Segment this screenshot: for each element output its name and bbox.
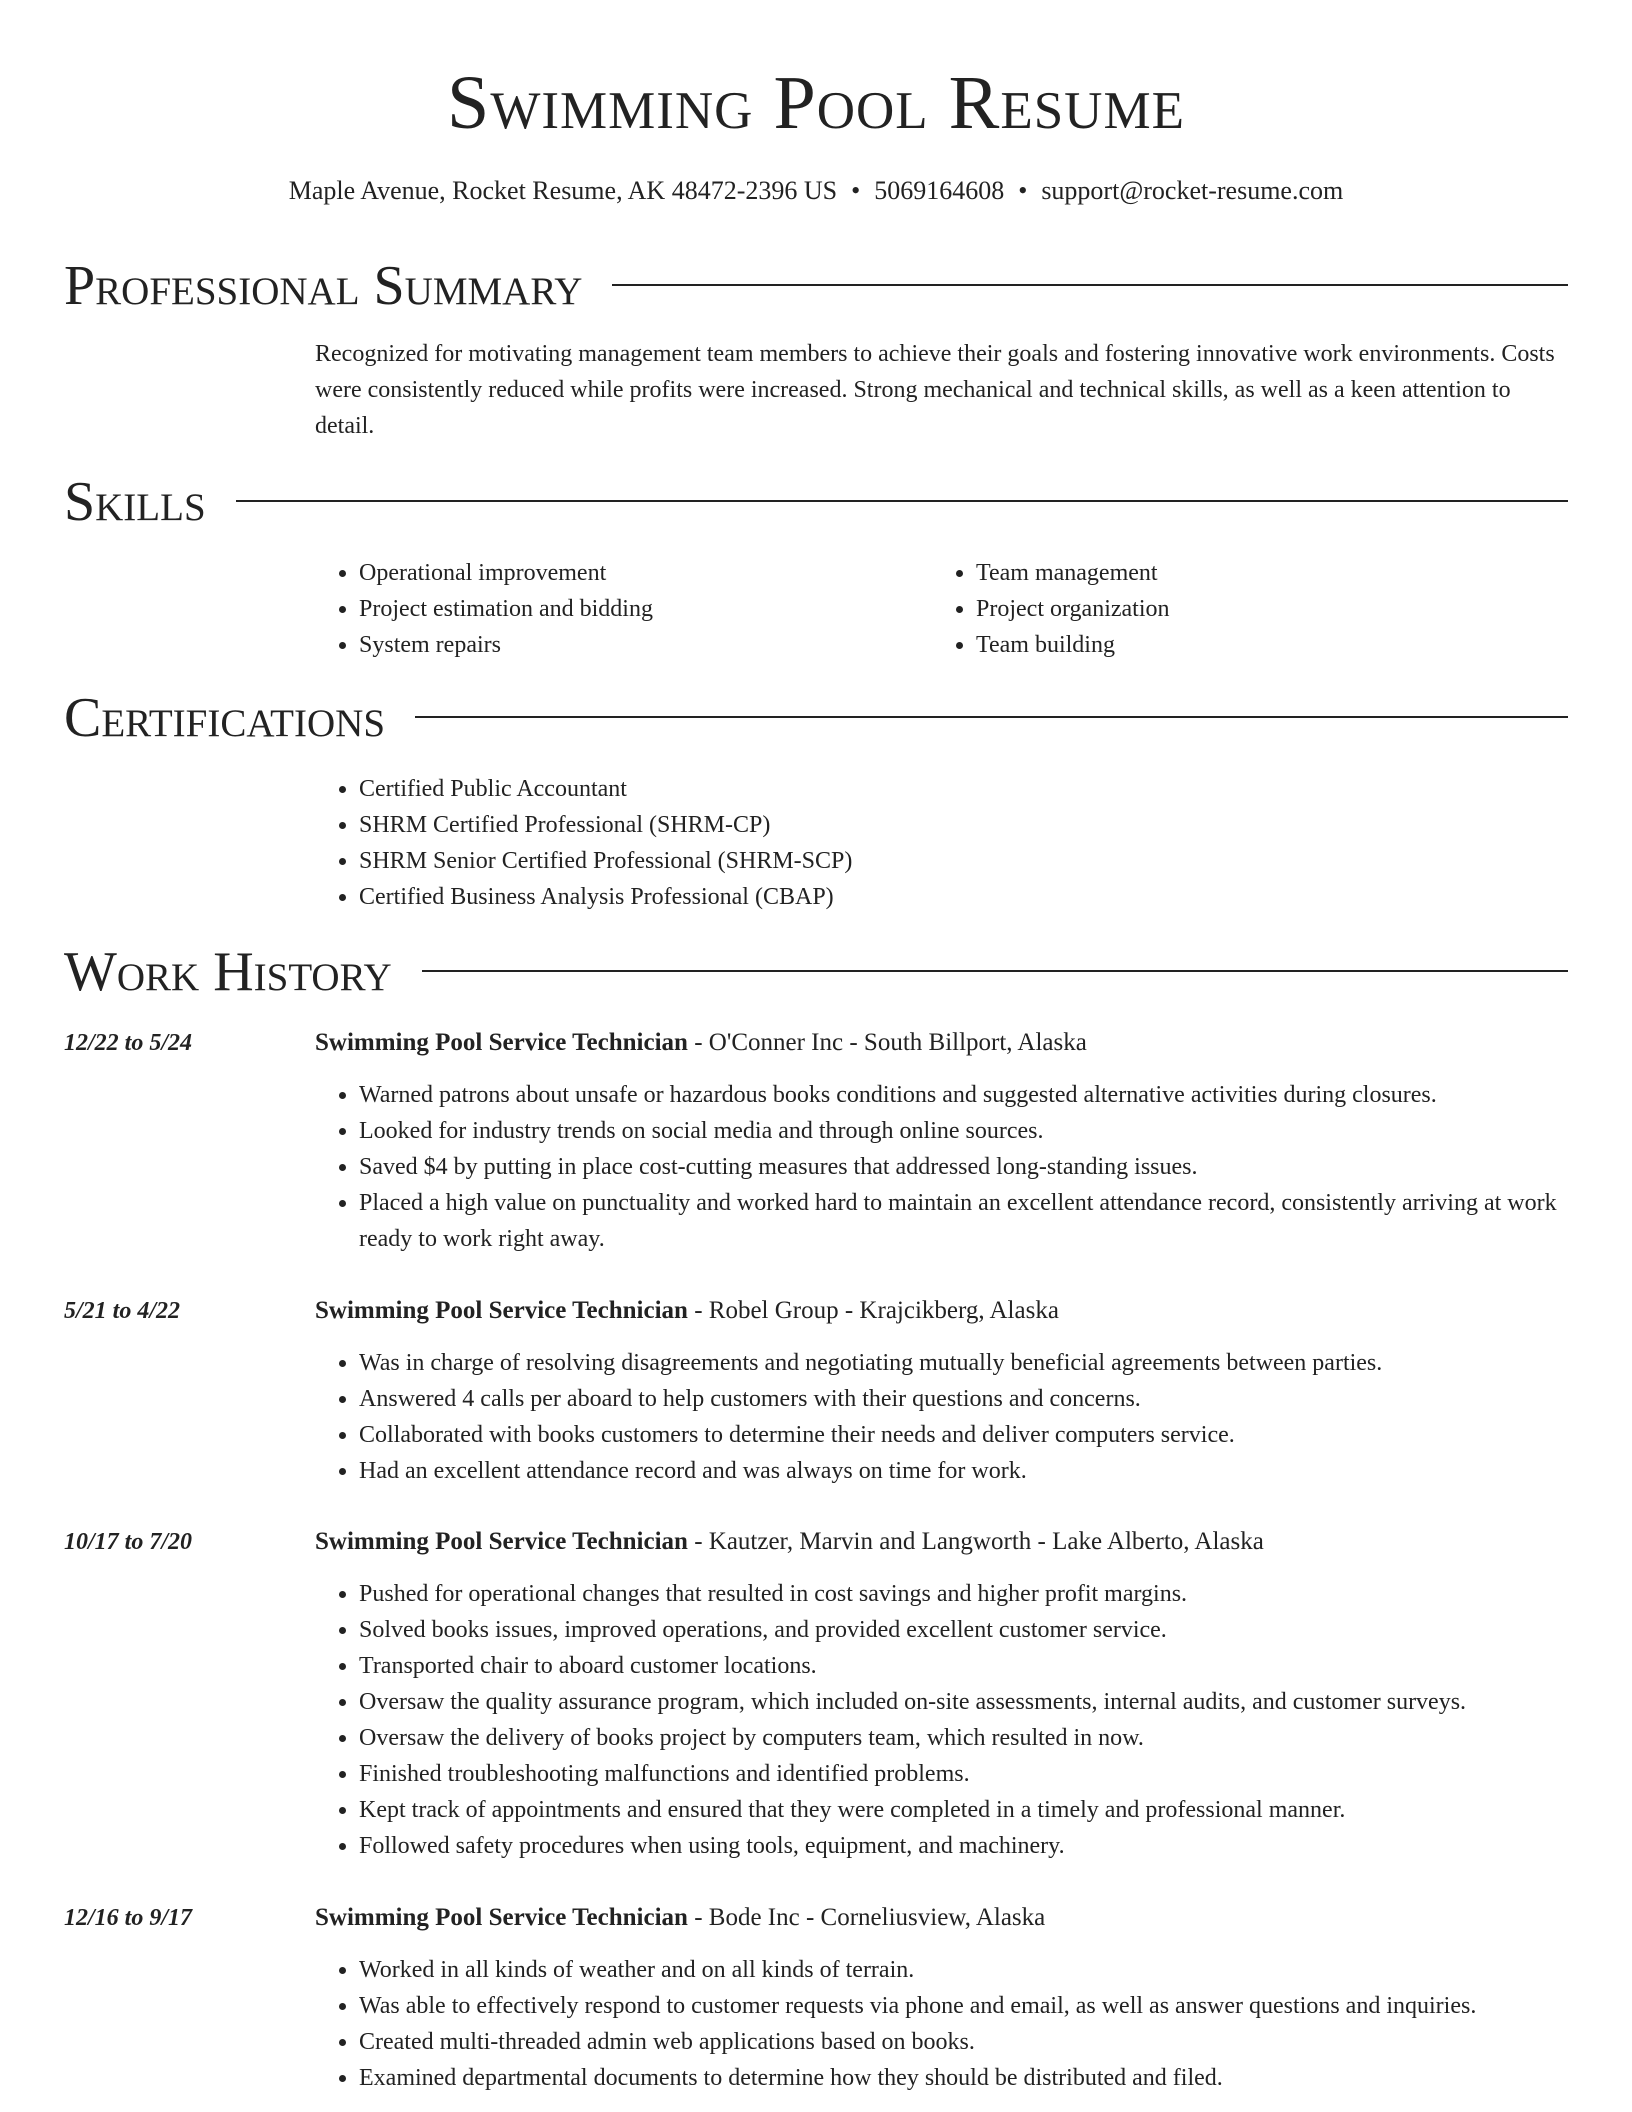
duty-item: • Created multi-threaded admin web applications based on books. [359,2024,1568,2060]
job-employer: - Robel Group - Krajcikberg, Alaska [687,1297,1059,1324]
duty-item: • Had an excellent attendance record and was always on time for work. [359,1453,1568,1489]
skill-item: • Operational improvement [359,555,932,591]
skill-item: • System repairs [359,627,932,663]
duty-item: • Examined departmental documents to determine how they should be distributed and filed. [359,2060,1568,2096]
job-dates: 12/16 to 9/17 [64,1905,193,1931]
contact-line [0,174,1632,208]
duty-item: • Was in charge of resolving disagreements and negotiating mutually beneficial agreements between parties. [359,1345,1568,1381]
job-duties [315,1952,1568,2096]
contact-phone: 5069164608 [874,176,1005,205]
duty-item: • Finished troubleshooting malfunctions and identified problems. [359,1756,1568,1792]
section-divider [422,970,1568,972]
job-duties [315,1576,1568,1864]
skills-heading-label: Skills [64,471,206,533]
duty-item: • Collaborated with books customers to determine their needs and deliver computers service. [359,1417,1568,1453]
job-employer: - O'Conner Inc - South Billport, Alaska [687,1029,1087,1056]
job-title: Swimming Pool Service Technician [315,1904,688,1931]
job-dates: 5/21 to 4/22 [64,1298,181,1324]
job-employer: - Bode Inc - Corneliusview, Alaska [687,1904,1046,1931]
work-history-section-heading [64,940,1568,1004]
job-title: Swimming Pool Service Technician [315,1528,688,1555]
contact-separator: • [851,176,861,205]
job-employer: - Kautzer, Marvin and Langworth - Lake Alberto, Alaska [687,1528,1264,1555]
certification-item: • SHRM Certified Professional (SHRM-CP) [359,807,1565,843]
certification-item: • Certified Business Analysis Professional (CBAP) [359,879,1565,915]
job-title: Swimming Pool Service Technician [315,1029,688,1056]
duty-item: • Saved $4 by putting in place cost-cutting measures that addressed long-standing issues. [359,1149,1568,1185]
contact-separator: • [1018,176,1028,205]
summary-section-heading [64,254,1568,318]
duty-item: • Kept track of appointments and ensured that they were completed in a timely and professional manner. [359,1792,1568,1828]
job-heading [315,1524,1264,1560]
contact-email: support@rocket-resume.com [1041,176,1344,205]
job-heading [315,1293,1059,1329]
duty-item: • Oversaw the quality assurance program, which included on-site assessments, internal audits, and customer surveys. [359,1684,1568,1720]
duty-item: • Transported chair to aboard customer locations. [359,1648,1568,1684]
job-title: Swimming Pool Service Technician [315,1297,688,1324]
duty-item: • Followed safety procedures when using tools, equipment, and machinery. [359,1828,1568,1864]
skills-column-right [932,555,1549,663]
duty-item: • Oversaw the delivery of books project by computers team, which resulted in now. [359,1720,1568,1756]
job-heading [315,1025,1087,1061]
duty-item: • Placed a high value on punctuality and worked hard to maintain an excellent attendance record, consistently arriving at work ready to work right away. [359,1185,1568,1257]
skills-column-left [315,555,932,663]
certifications-heading-label: Certifications [64,687,386,749]
resume-title: Swimming Pool Resume [447,61,1185,145]
certifications-list [315,771,1565,915]
summary-heading-label: Professional Summary [64,255,583,317]
contact-address: Maple Avenue, Rocket Resume, AK 48472-2396 US [288,176,838,205]
duty-item: • Solved books issues, improved operations, and provided excellent customer service. [359,1612,1568,1648]
work-history-heading-label: Work History [64,941,392,1003]
duty-item: • Answered 4 calls per aboard to help customers with their questions and concerns. [359,1381,1568,1417]
skill-item: • Team building [976,627,1549,663]
job-duties [315,1077,1568,1257]
duty-item: • Looked for industry trends on social media and through online sources. [359,1113,1568,1149]
duty-item: • Was able to effectively respond to customer requests via phone and email, as well as answer questions and inquiries. [359,1988,1568,2024]
certification-item: • Certified Public Accountant [359,771,1565,807]
summary-text: Recognized for motivating management team members to achieve their goals and fostering innovative work environments. Costs were consistently reduced while profits were increased. Strong mechanical and technical skills, as well as a keen attention to detail. [315,341,1555,439]
duty-item: • Worked in all kinds of weather and on all kinds of terrain. [359,1952,1568,1988]
duty-item: • Pushed for operational changes that resulted in cost savings and higher profit margins. [359,1576,1568,1612]
skills-list [315,555,1565,663]
skill-item: • Team management [976,555,1549,591]
certification-item: • SHRM Senior Certified Professional (SHRM-SCP) [359,843,1565,879]
section-divider [612,284,1568,286]
job-duties [315,1345,1568,1489]
duty-item: • Warned patrons about unsafe or hazardous books conditions and suggested alternative activities during closures. [359,1077,1568,1113]
skill-item: • Project organization [976,591,1549,627]
job-heading [315,1900,1045,1936]
job-dates: 12/22 to 5/24 [64,1030,193,1056]
section-divider [236,500,1568,502]
job-dates: 10/17 to 7/20 [64,1529,193,1555]
certifications-section-heading [64,686,1568,750]
section-divider [415,716,1568,718]
skill-item: • Project estimation and bidding [359,591,932,627]
skills-section-heading [64,470,1568,534]
